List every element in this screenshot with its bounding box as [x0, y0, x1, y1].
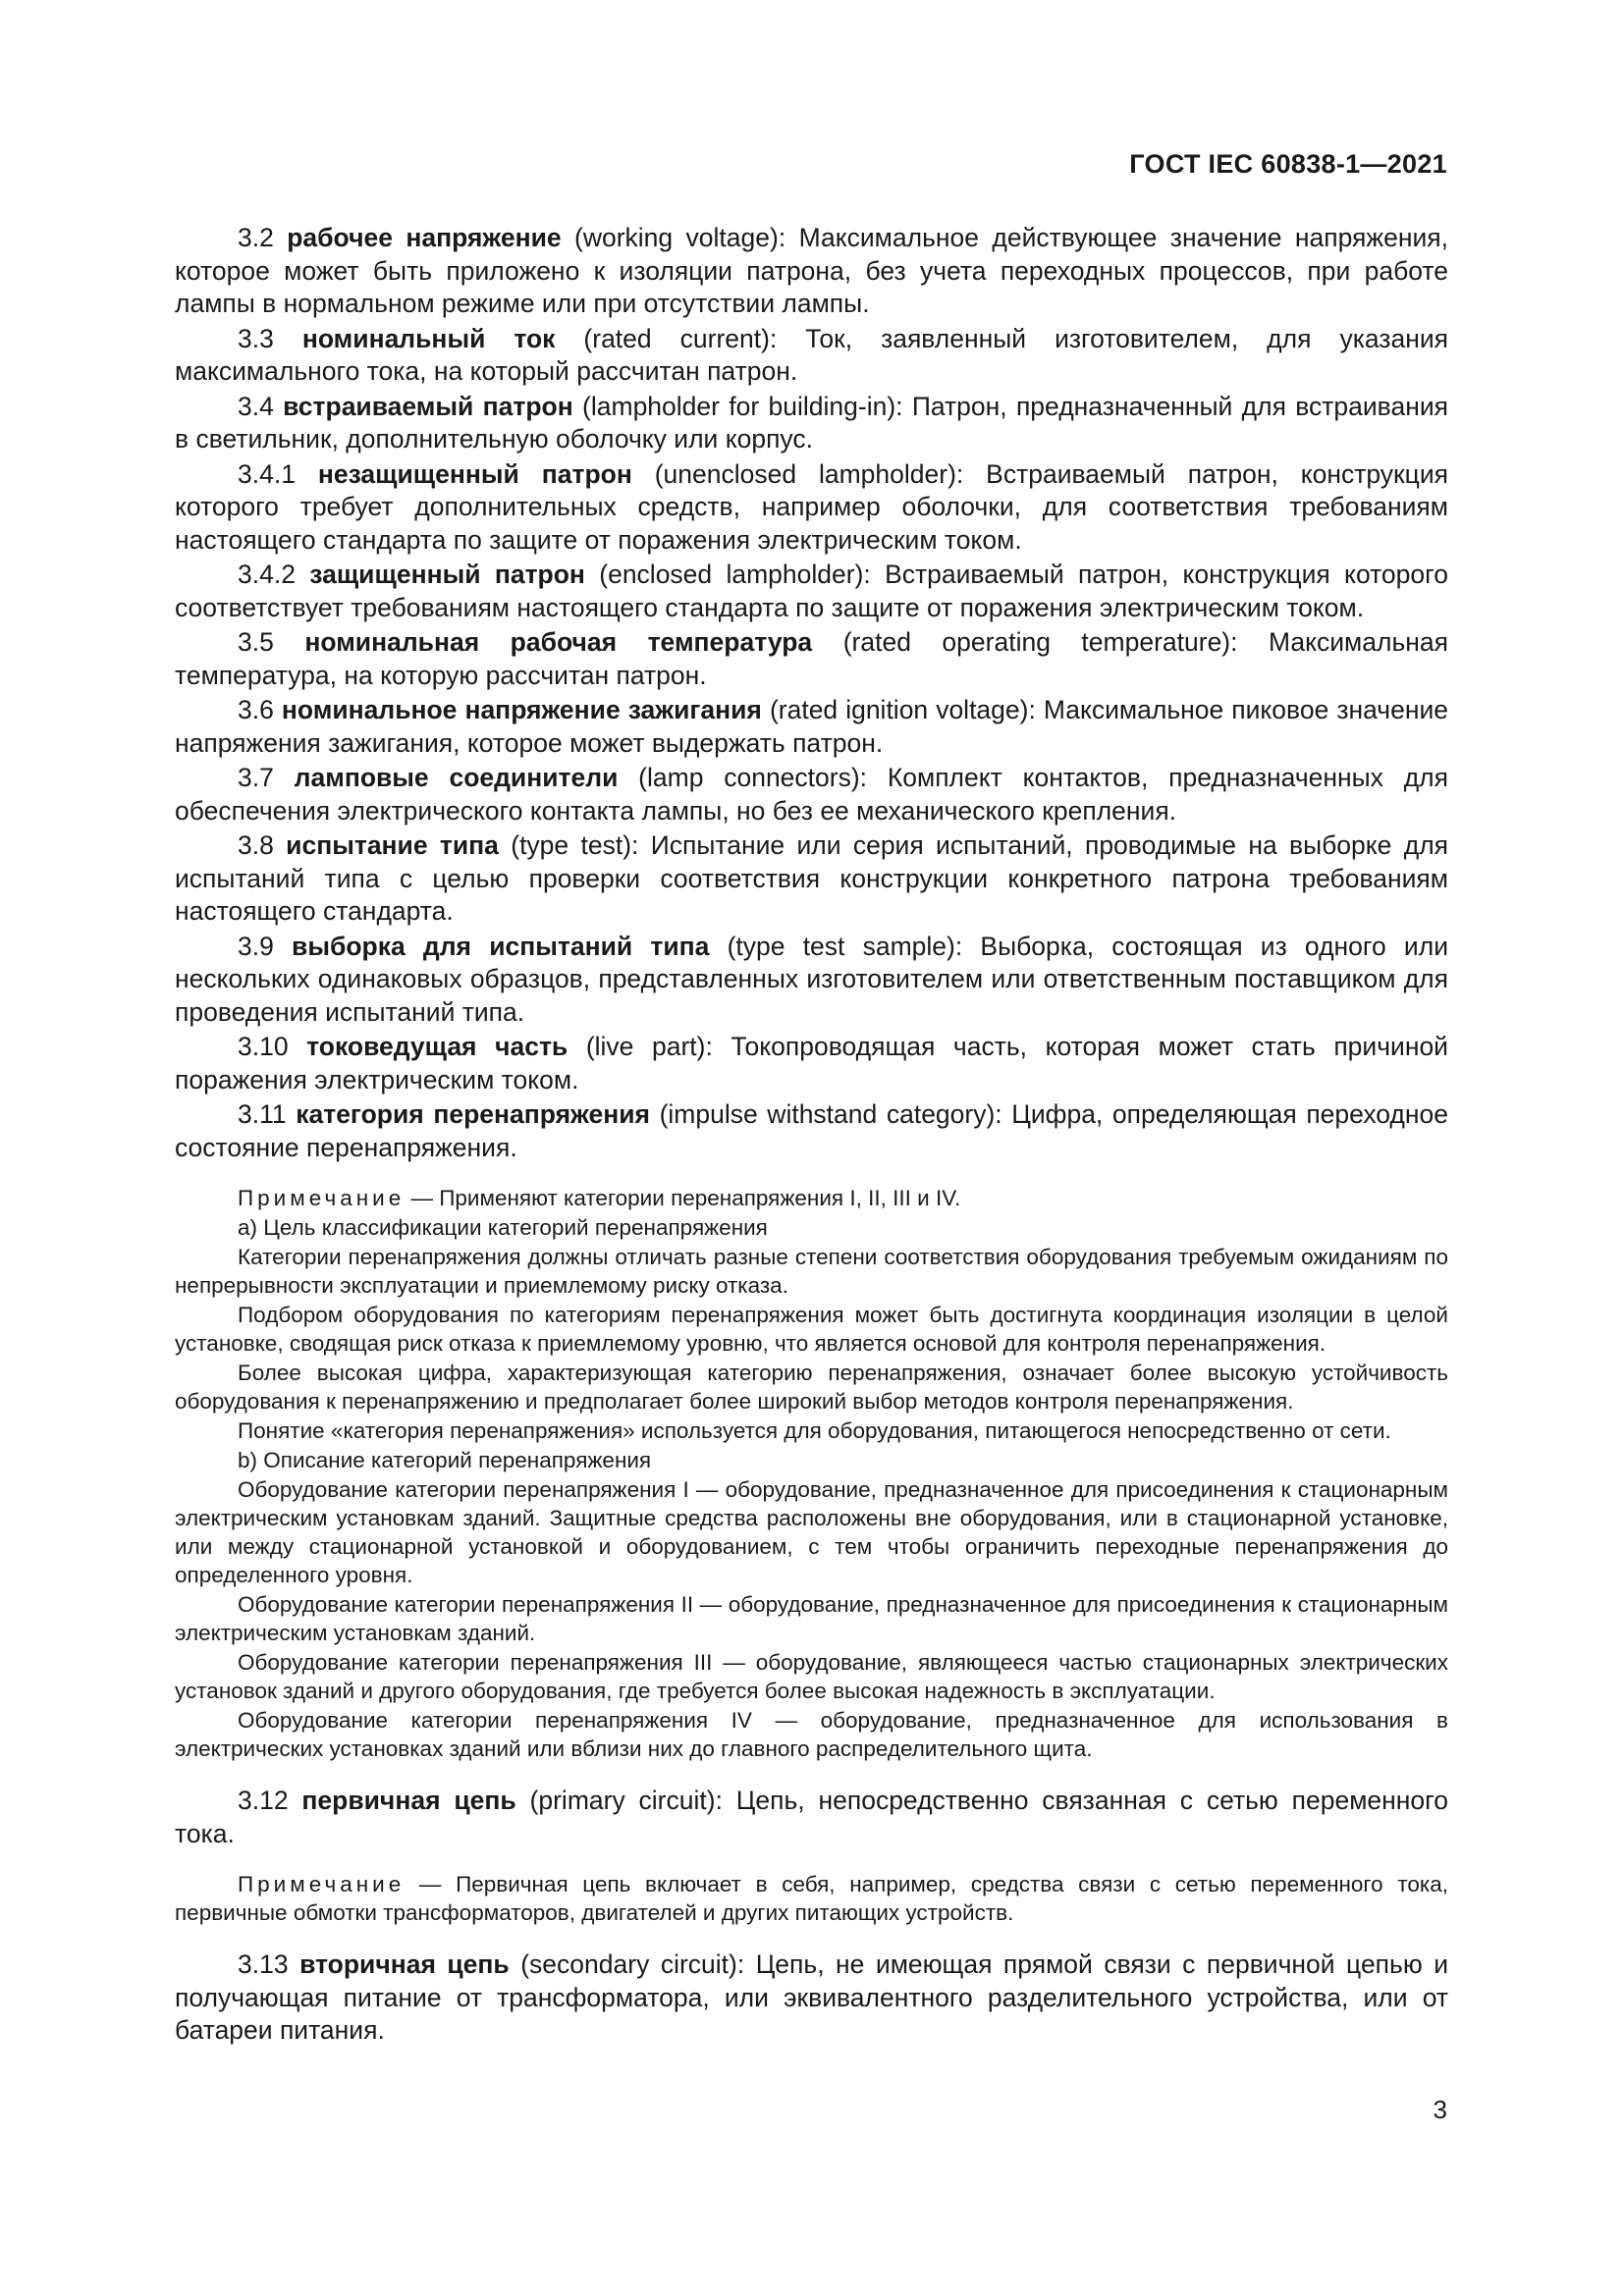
term-entry: [175, 222, 1448, 321]
term-definition: (impulse withstand category): Цифра, определяющая переходное состояние перенапряжения.: [175, 1099, 1448, 1162]
term-name: номинальный ток: [301, 323, 556, 353]
term-number: 3.11: [238, 1099, 287, 1129]
note-text: — Применяют категории перенапряжения I, II, III и IV.: [405, 1186, 961, 1210]
term-entry: [175, 458, 1448, 558]
note-paragraph: Оборудование категории перенапряжения I — оборудование, предназначенное для присоединения к стационарным электрическим установкам зданий. Защитные средства расположены вне оборудования, или в стационарной установке, или между стационарной установкой и оборудованием, с тем чтобы ограничить переходные перенапряжения до определенного уровня.: [175, 1477, 1448, 1587]
term-name: токоведущая часть: [306, 1032, 568, 1061]
term-entry: [175, 762, 1448, 828]
note-block-overvoltage: [175, 1184, 1448, 1763]
term-definition: (lampholder for building-in): Патрон, предназначенный для встраивания в светильник, дополнительную оболочку или корпус.: [175, 391, 1448, 454]
note-paragraph: Понятие «категория перенапряжения» используется для оборудования, питающегося непосредственно от сети.: [238, 1418, 1391, 1443]
page-body: [175, 222, 1448, 2050]
term-entry: [175, 1031, 1448, 1096]
term-definition: (type test sample): Выборка, состоящая из одного или нескольких одинаковых образцов, представленных изготовителем или ответственным поставщиком для проведения испытаний типа.: [175, 931, 1448, 1027]
note-paragraph: Более высокая цифра, характеризующая категорию перенапряжения, означает более высокую устойчивость оборудования к перенапряжению и предполагает более широкий выбор методов контроля перенапряжения.: [175, 1361, 1448, 1414]
term-definition: (secondary circuit): Цепь, не имеющая прямой связи с первичной цепью и получающая питание от трансформатора, или эквивалентного разделительного устройства, или от батареи питания.: [175, 1949, 1449, 2045]
note-block-primary: [175, 1870, 1448, 1927]
term-definition: (type test): Испытание или серия испытаний, проводимые на выборке для испытаний типа с целью проверки соответствия конструкции конкретного патрона требованиям настоящего стандарта.: [175, 830, 1449, 926]
term-number: 3.3: [238, 323, 274, 353]
term-3-13: [175, 1949, 1448, 2048]
term-definition: (working voltage): Максимальное действующее значение напряжения, которое может быть приложено к изоляции патрона, без учета переходных процессов, при работе лампы в нормальном режиме или при отсутствии лампы.: [175, 223, 1448, 318]
note-paragraphs: [175, 1213, 1448, 1763]
term-name: категория перенапряжения: [296, 1099, 650, 1129]
term-number: 3.12: [238, 1786, 289, 1815]
term-entry: [175, 829, 1448, 929]
note-paragraph: Оборудование категории перенапряжения II — оборудование, предназначенное для присоединения к стационарным электрическим установкам зданий.: [175, 1592, 1448, 1645]
term-number: 3.7: [238, 763, 274, 792]
page-number: 3: [1433, 2095, 1447, 2124]
term-number: 3.4: [238, 391, 274, 421]
term-name: первичная цепь: [301, 1786, 516, 1815]
note-paragraph: Оборудование категории перенапряжения IV — оборудование, предназначенное для использования в электрических установках зданий или вблизи них до главного распределительного щита.: [175, 1708, 1448, 1761]
note-paragraph: Подбором оборудования по категориям перенапряжения может быть достигнута координация изоляции в целой установке, сводящая риск отказа к приемлемому уровню, что является основой для контроля перенапряжения.: [175, 1303, 1448, 1356]
note-paragraph: b) Описание категорий перенапряжения: [238, 1448, 652, 1472]
term-3-12: [175, 1785, 1448, 1850]
note-text: — Первичная цепь включает в себя, например, средства связи с сетью переменного тока, первичные обмотки трансформаторов, двигателей и других питающих устройств.: [175, 1872, 1448, 1925]
term-name: защищенный патрон: [309, 560, 585, 589]
term-definition: (unenclosed lampholder): Встраиваемый патрон, конструкция которого требует дополнительных средств, например оболочки, для соответствия требованиям настоящего стандарта по защите от поражения электрическим током.: [175, 458, 1448, 555]
term-name: номинальное напряжение зажигания: [281, 695, 762, 724]
term-number: 3.5: [238, 627, 274, 657]
term-number: 3.9: [238, 931, 274, 961]
note-paragraph: Оборудование категории перенапряжения III — оборудование, являющееся частью стационарных электрических установок зданий и другого оборудования, где требуется более высокая надежность в эксплуатации.: [175, 1650, 1448, 1703]
term-definition: (primary circuit): Цепь, непосредственно связанная с сетью переменного тока.: [175, 1786, 1448, 1848]
term-entry: [175, 559, 1448, 624]
term-name: испытание типа: [286, 830, 499, 860]
term-name: вторичная цепь: [299, 1949, 510, 1979]
term-number: 3.4.1: [238, 458, 296, 489]
note-label: Примечание: [238, 1186, 406, 1210]
term-name: ламповые соединители: [294, 763, 619, 792]
note-primary-circuit: [175, 1870, 1448, 1927]
term-number: 3.2: [238, 223, 274, 252]
term-definition: (rated operating temperature): Максимальная температура, на которую рассчитан патрон.: [175, 627, 1449, 690]
document-header: ГОСТ IEC 60838-1—2021: [1129, 149, 1447, 179]
term-entry: [175, 931, 1448, 1030]
note-first-line: [175, 1184, 1448, 1212]
term-number: 3.13: [238, 1949, 289, 1979]
term-name: встраиваемый патрон: [283, 391, 573, 421]
term-definition: (enclosed lampholder): Встраиваемый патрон, конструкция которого соответствует требованиям настоящего стандарта по защите от поражения электрическим током.: [175, 560, 1448, 622]
term-entry: [175, 694, 1448, 760]
term-number: 3.4.2: [238, 560, 296, 589]
term-entry: [175, 391, 1448, 456]
term-name: выборка для испытаний типа: [292, 931, 710, 961]
note-paragraph: a) Цель классификации категорий перенапряжения: [238, 1215, 768, 1240]
term-number: 3.10: [238, 1032, 289, 1061]
term-definition: (rated ignition voltage): Максимальное пиковое значение напряжения зажигания, которое может выдержать патрон.: [175, 695, 1448, 758]
term-number: 3.6: [238, 695, 274, 724]
note-paragraph: Категории перенапряжения должны отличать разные степени соответствия оборудования требуемым ожиданиям по непрерывности эксплуатации и приемлемому риску отказа.: [175, 1245, 1448, 1298]
term-definition: (lamp connectors): Комплект контактов, предназначенных для обеспечения электрического контакта лампы, но без ее механического крепления.: [175, 763, 1448, 826]
terms-list: [175, 222, 1448, 1164]
term-name: незащищенный патрон: [317, 458, 632, 489]
term-entry: [175, 323, 1448, 389]
term-name: номинальная рабочая температура: [304, 627, 813, 657]
term-name: рабочее напряжение: [287, 223, 562, 252]
term-definition: (rated current): Ток, заявленный изготовителем, для указания максимального тока, на который рассчитан патрон.: [175, 323, 1448, 386]
term-entry: [175, 626, 1448, 692]
term-entry: [175, 1098, 1448, 1164]
term-definition: (live part): Токопроводящая часть, которая может стать причиной поражения электрическим током.: [175, 1032, 1448, 1095]
term-number: 3.8: [238, 830, 274, 860]
note-label: Примечание: [238, 1872, 406, 1896]
